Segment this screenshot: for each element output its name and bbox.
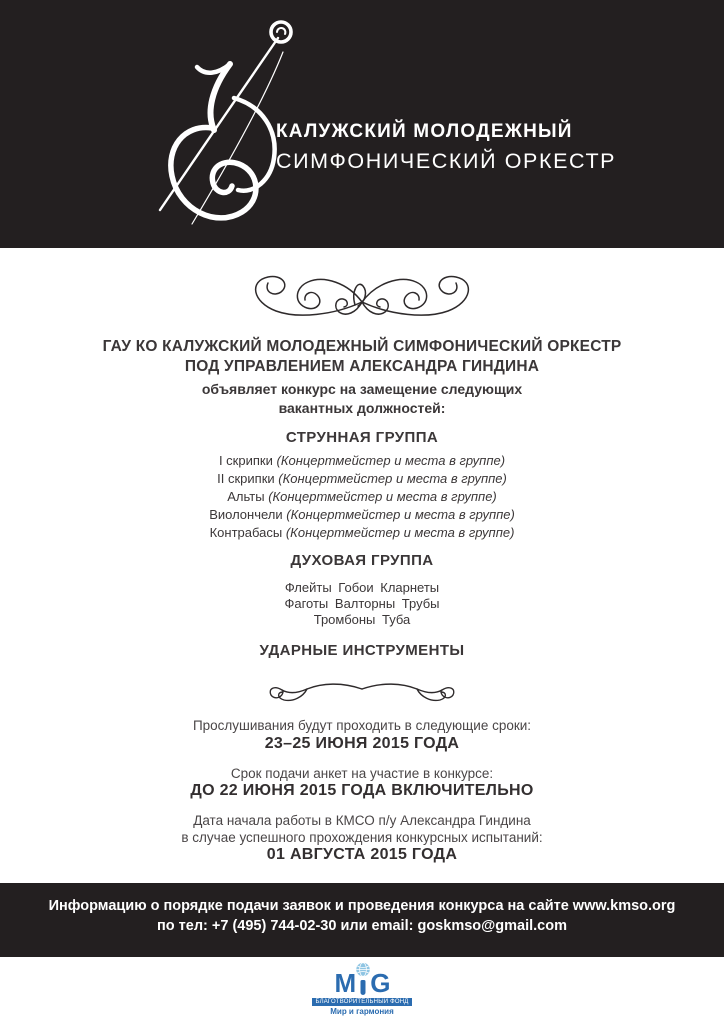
list-item: Фаготы Валторны Трубы bbox=[284, 596, 440, 611]
sponsor-letter-i-stem bbox=[360, 980, 365, 995]
winds-item-list bbox=[0, 580, 724, 628]
winds-section-heading: ДУХОВАЯ ГРУППА bbox=[290, 552, 434, 569]
header-bar bbox=[0, 0, 724, 248]
flourish-small-icon bbox=[262, 677, 462, 705]
list-item: Флейты Гобои Кларнеты bbox=[284, 580, 440, 595]
strings-section-heading: СТРУННАЯ ГРУППА bbox=[285, 429, 439, 446]
list-item bbox=[0, 470, 724, 488]
announcement-title-line1: ГАУ КО КАЛУЖСКИЙ МОЛОДЕЖНЫЙ СИМФОНИЧЕСКИЙ ОРКЕСТР bbox=[102, 338, 622, 355]
instrument-note: (Концертмейстер и места в группе) bbox=[268, 489, 497, 504]
sponsor-tagline-line1: БЛАГОТВОРИТЕЛЬНЫЙ ФОНД bbox=[312, 998, 411, 1006]
start-date-label-line2: в случае успешного прохождения конкурсных испытаний: bbox=[181, 830, 543, 845]
strings-item-list bbox=[0, 452, 724, 542]
org-name-line2: СИМФОНИЧЕСКИЙ ОРКЕСТР bbox=[276, 149, 617, 173]
footer-info-line1: Информацию о порядке подачи заявок и проведения конкурса на сайте www.kmso.org bbox=[48, 898, 676, 914]
start-date: 01 АВГУСТА 2015 ГОДА bbox=[266, 846, 458, 863]
footer-info-line2: по тел: +7 (495) 744-02-30 или email: goskmso@gmail.com bbox=[157, 918, 567, 934]
application-deadline-date: ДО 22 ИЮНЯ 2015 ГОДА ВКЛЮЧИТЕЛЬНО bbox=[190, 782, 534, 799]
application-deadline-label: Срок подачи анкет на участие в конкурсе: bbox=[230, 766, 494, 781]
announcement-subtitle bbox=[0, 380, 724, 418]
instrument-note: (Концертмейстер и места в группе) bbox=[285, 525, 515, 540]
instrument-name: Виолончели bbox=[209, 507, 283, 522]
sponsor-letter-i bbox=[355, 962, 370, 996]
instrument-note: (Концертмейстер и места в группе) bbox=[286, 507, 515, 522]
instrument-note: (Концертмейстер и места в группе) bbox=[278, 471, 507, 486]
instrument-name: Контрабасы bbox=[209, 525, 283, 540]
sponsor-logo-letters bbox=[335, 962, 390, 996]
list-item bbox=[0, 452, 724, 470]
list-item bbox=[0, 488, 724, 506]
list-item bbox=[0, 506, 724, 524]
list-item: Тромбоны Туба bbox=[313, 612, 411, 627]
instrument-name: II скрипки bbox=[217, 471, 275, 486]
org-name bbox=[276, 121, 616, 174]
sponsor-tagline-line2: Мир и гармония bbox=[330, 1007, 394, 1016]
start-date-label bbox=[0, 812, 724, 846]
start-date-label-line1: Дата начала работы в КМСО п/у Александра Гиндина bbox=[193, 813, 531, 828]
footer-contact-info bbox=[0, 896, 724, 936]
flourish-large-icon bbox=[222, 271, 502, 325]
sponsor-letter-g: G bbox=[370, 968, 390, 998]
announcement-title-line2: ПОД УПРАВЛЕНИЕМ АЛЕКСАНДРА ГИНДИНА bbox=[184, 358, 540, 375]
instrument-note: (Концертмейстер и места в группе) bbox=[276, 453, 506, 468]
sponsor-logo bbox=[0, 962, 724, 1016]
auditions-label: Прослушивания будут проходить в следующие сроки: bbox=[192, 718, 532, 733]
instrument-name: I скрипки bbox=[218, 453, 273, 468]
globe-icon bbox=[355, 962, 370, 977]
announcement-title bbox=[0, 337, 724, 377]
instrument-name: Альты bbox=[227, 489, 265, 504]
list-item bbox=[0, 524, 724, 542]
auditions-date: 23–25 ИЮНЯ 2015 ГОДА bbox=[264, 735, 460, 752]
org-name-line1: КАЛУЖСКИЙ МОЛОДЕЖНЫЙ bbox=[276, 121, 573, 142]
announcement-subtitle-line2: вакантных должностей: bbox=[278, 400, 446, 416]
percussion-section-heading: УДАРНЫЕ ИНСТРУМЕНТЫ bbox=[259, 642, 465, 659]
announcement-subtitle-line1: объявляет конкурс на замещение следующих bbox=[201, 381, 523, 397]
sponsor-letter-m: M bbox=[334, 968, 356, 998]
